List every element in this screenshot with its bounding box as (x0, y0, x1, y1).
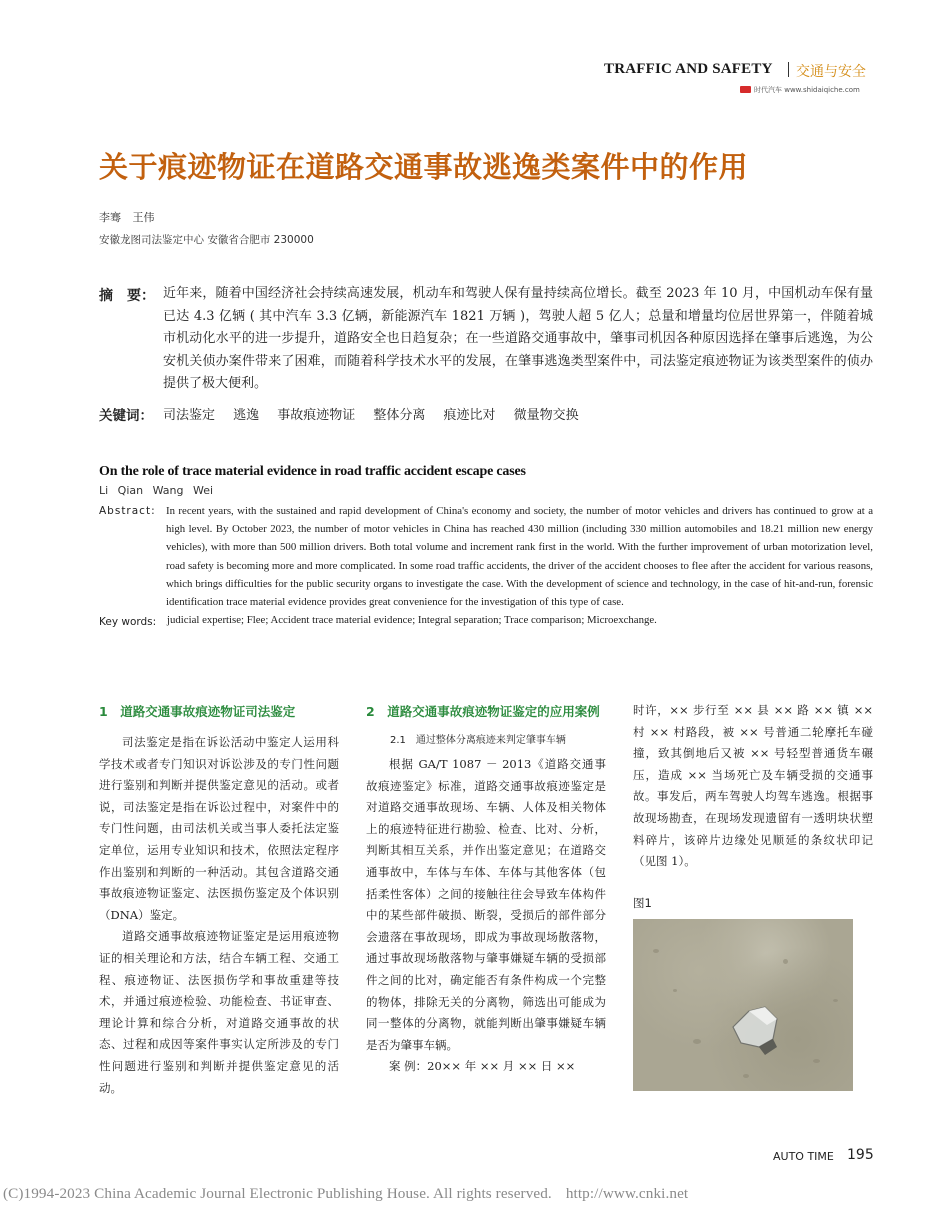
section-1-paragraph-2: 道路交通事故痕迹物证鉴定是运用痕迹物证的相关理论和方法，结合车辆工程、交通工程、痕迹物证、法医损伤学和事故重建等技术，并通过痕迹检验、功能检查、书证审查、理论计算和综合分析，对道路交通事故的状态、过程和成因等案件事实认定所涉及的专门性问题进行鉴别和判断并提供鉴定意见的活动。 (99, 929, 339, 1095)
section-2-1-heading: 2.1 通过整体分离痕迹来判定肇事车辆 (390, 735, 566, 746)
english-abstract-text: In recent years, with the sustained and rapid development of China's economy and society, the number of motor vehicles and drivers has continued to grow at a high level. By October 2023, the number of motor vehicles in China has reached 430 million (including 330 million automobiles and 18.21 million new energy vehicles), with more than 500 million drivers. Both total volume and increment rank first in the world. With the further improvement of urban motorization level, road safety is becoming more and more complicated. In some road traffic accidents, the driver of the accident chooses to flee after the accident for various reasons, which brings difficulties for the public security organs to investigate the case. With the development of science and technology, in the case of hit-and-run, forensic identification trace material evidence provides great convenience for the investigation of this type of case. (166, 505, 873, 609)
keywords-text: 司法鉴定 逃逸 事故痕迹物证 整体分离 痕迹比对 微量物交换 (163, 408, 579, 423)
footer-journal-name: AUTO TIME (773, 1150, 834, 1163)
english-keywords-label: Key words: (99, 616, 157, 628)
section-1-heading: 1 道路交通事故痕迹物证司法鉴定 (99, 704, 296, 719)
section-2-paragraph-3: 时许，×× 步行至 ×× 县 ×× 路 ×× 镇 ×× 村 ×× 村路段，被 ×× 号普通二轮摩托车碰撞，致其倒地后又被 ×× 号轻型普通货车碾压，造成 ×× 当场死亡及车辆受损的交通事故。事发后，两车驾驶人均驾车逃逸。根据事故现场勘查，在现场发现遗留有一透明块状塑料碎片，该碎片边缘处见顺延的条纹状印记（见图 1）。 (633, 703, 873, 869)
abstract-label: 摘 要： (99, 288, 155, 304)
journal-name-cn: 时代汽车 (754, 86, 782, 94)
plastic-fragment-shape (633, 919, 853, 1091)
body-column-2 (366, 700, 606, 1078)
figure-1-label: 图1 (633, 895, 652, 910)
english-keywords-text: judicial expertise; Flee; Accident trace material evidence; Integral separation; Trace comparison; Microexchange. (167, 614, 657, 626)
page-number: 195 (847, 1147, 874, 1163)
header-divider (788, 62, 789, 77)
copyright-text: (C)1994-2023 China Academic Journal Electronic Publishing House. All rights reserved. (3, 1185, 552, 1202)
article-title: 关于痕迹物证在道路交通事故逃逸类案件中的作用 (99, 150, 749, 184)
copyright-url[interactable]: http://www.cnki.net (565, 1185, 689, 1202)
abstract-text: 近年来，随着中国经济社会持续高速发展，机动车和驾驶人保有量持续高位增长。截至 2023 年 10 月，中国机动车保有量已达 4.3 亿辆 ( 其中汽车 3.3 亿辆，新能源汽车 1821 万辆 )，驾驶人超 5 亿人；总量和增量均位居世界第一，伴随着城市机动化水平的进一步提升，道路安全也日趋复杂；在一些道路交通事故中，肇事司机因各种原因选择在肇事后逃逸，为公安机关侦办案件带来了困难，而随着科学技术水平的发展，在肇事逃逸类型案件中，司法鉴定痕迹物证为该类型案件的侦办提供了极大便利。 (163, 286, 873, 391)
journal-section-title: TRAFFIC AND SAFETY (604, 61, 773, 77)
journal-section-title-cn: 交通与安全 (796, 64, 866, 80)
english-abstract-label: Abstract: (99, 505, 156, 517)
mail-icon (740, 86, 751, 93)
figure-1-photo (633, 919, 853, 1091)
journal-site-line (740, 85, 860, 95)
section-1-paragraph-1: 司法鉴定是指在诉讼活动中鉴定人运用科学技术或者专门知识对诉讼涉及的专门性问题进行鉴别和判断并提供鉴定意见的活动。或者说，司法鉴定是指在诉讼过程中，对案件中的专门性问题，由司法机关或当事人委托法定鉴定单位，运用专业知识和技术，依照法定程序作出鉴别和判断的一种活动。其包含道路交通事故痕迹物证鉴定、法医损伤鉴定及个体识别（DNA）鉴定。 (99, 735, 339, 922)
english-title: On the role of trace material evidence in road traffic accident escape cases (99, 464, 526, 479)
journal-url[interactable]: www.shidaiqiche.com (784, 86, 860, 94)
article-authors: 李骞 王伟 (99, 211, 155, 224)
section-2-heading: 2 道路交通事故痕迹物证鉴定的应用案例 (366, 704, 600, 719)
section-2-paragraph-1: 根据 GA/T 1087 － 2013《道路交通事故痕迹鉴定》标准，道路交通事故痕迹鉴定是对道路交通事故现场、车辆、人体及相关物体上的痕迹特征进行勘验、检查、比对、分析，判断其相互关系，并作出鉴定意见；在道路交通事故中，车体与车体、车体与其他客体（包括柔性客体）之间的接触往往会导致车体构件中的某些部件破损、断裂，受损后的部件部分会遗落在事故现场，即成为事故现场散落物，通过事故现场散落物与肇事嫌疑车辆的受损部件之间的比对，确定能否有条件构成一个完整的物体，排除无关的分离物，筛选出可能成为同一整体的分离物，就能判断出肇事嫌疑车辆是否为肇事车辆。 (366, 757, 606, 1052)
body-column-3 (633, 700, 873, 1091)
section-2-paragraph-2: 案 例：20×× 年 ×× 月 ×× 日 ×× (389, 1059, 576, 1074)
copyright-line (3, 1185, 688, 1203)
keywords-label: 关键词： (99, 408, 153, 424)
english-authors: Li Qian Wang Wei (99, 484, 214, 497)
body-column-1 (99, 700, 339, 1099)
article-affiliation: 安徽龙图司法鉴定中心 安徽省合肥市 230000 (99, 234, 314, 246)
